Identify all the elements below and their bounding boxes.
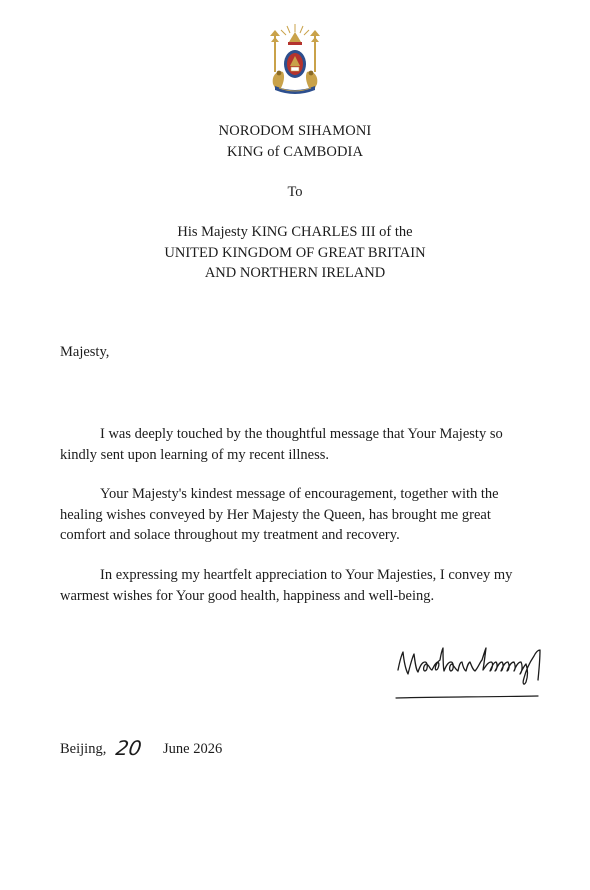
salutation: Majesty, [60, 344, 110, 360]
date-day-handwritten: 20 [114, 736, 144, 760]
date-place: Beijing, [60, 741, 107, 757]
sender-block [0, 121, 590, 163]
body-paragraph-1: I was deeply touched by the thoughtful message that Your Majesty so kindly sent upon learning of my recent illness. [60, 426, 503, 463]
handwritten-signature-icon [388, 640, 568, 710]
recipient-line-2: UNITED KINGDOM OF GREAT BRITAIN [164, 244, 426, 261]
body-paragraph-2: Your Majesty's kindest message of encouragement, together with the healing wishes conveyed by Her Majesty the Queen, has brought me great comfort and solace throughout my treatment and recovery. [60, 486, 499, 543]
recipient-line-3: AND NORTHERN IRELAND [204, 265, 386, 281]
recipient-block [0, 222, 590, 284]
body-paragraph-3: In expressing my heartfelt appreciation to Your Majesties, I convey my warmest wishes for Your good health, happiness and well-being. [60, 567, 513, 604]
recipient-line-1: His Majesty KING CHARLES III of the [177, 224, 413, 240]
sender-title: KING of CAMBODIA [226, 144, 364, 160]
to-label: To [287, 184, 303, 200]
sender-name: NORODOM SIHAMONI [218, 123, 372, 139]
date-line [60, 737, 222, 760]
royal-coat-of-arms-icon [265, 22, 325, 104]
date-month-year: June 2026 [163, 741, 223, 757]
